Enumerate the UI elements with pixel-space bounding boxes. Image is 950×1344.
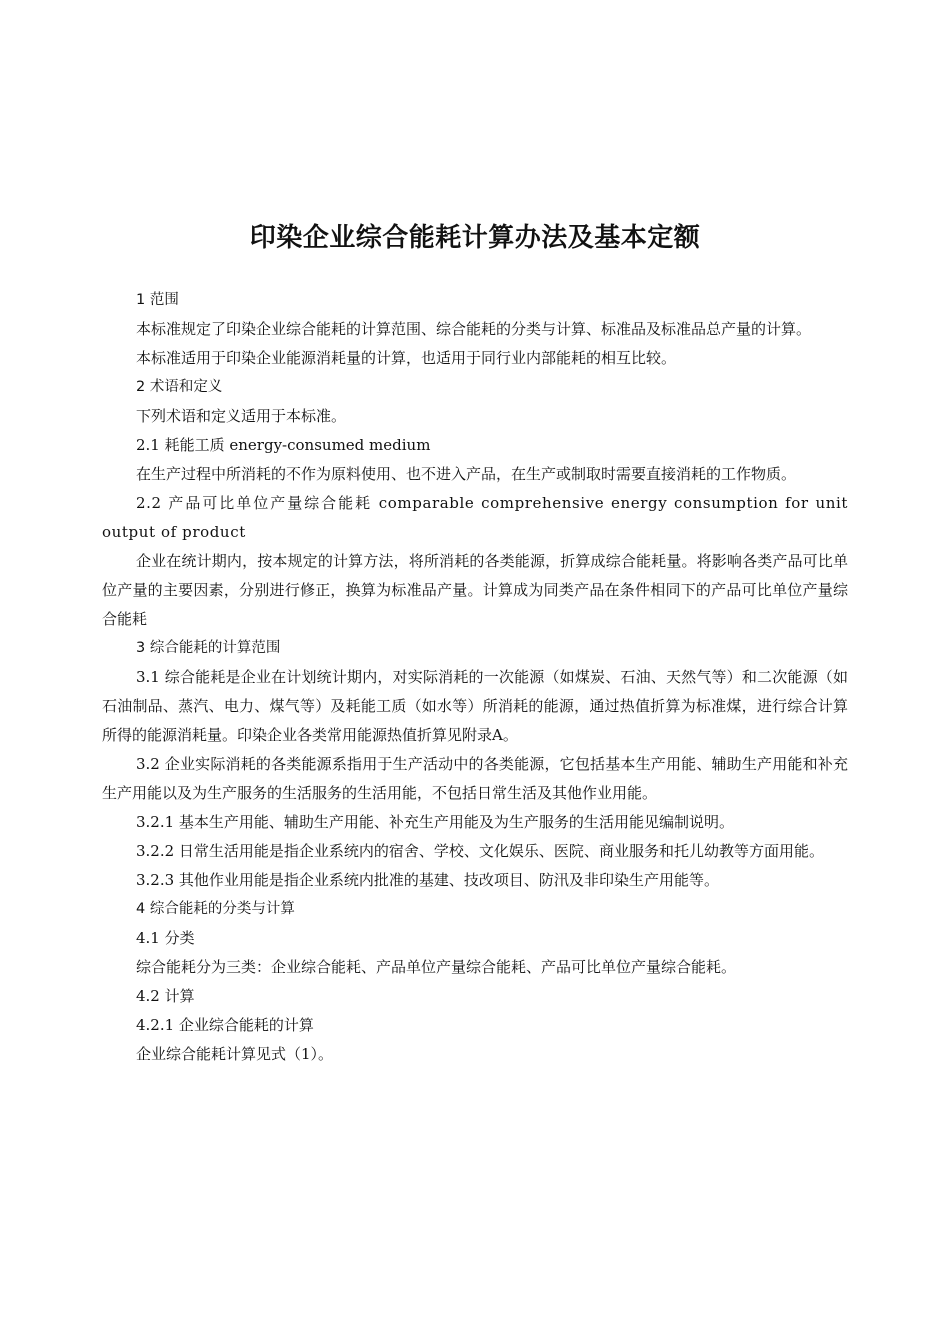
paragraph: 3.2.3 其他作业用能是指企业系统内批准的基建、技改项目、防汛及非印染生产用能等。 xyxy=(136,871,719,889)
section-heading-terms: 2 术语和定义 xyxy=(136,379,223,395)
section-heading-scope: 1 范围 xyxy=(136,292,179,308)
paragraph: 3.2 企业实际消耗的各类能源系指用于生产活动中的各类能源，它包括基本生产用能、辅助生产用能和补充生产用能以及为生产服务的生活服务的生活用能，不包括日常生活及其他作业用能。 xyxy=(102,755,848,802)
paragraph: 3.2.2 日常生活用能是指企业系统内的宿舍、学校、文化娱乐、医院、商业服务和托儿幼教等方面用能。 xyxy=(136,842,824,860)
subsection-heading: 4.1 分类 xyxy=(136,929,195,947)
section-heading-classification: 4 综合能耗的分类与计算 xyxy=(136,901,295,917)
paragraph: 企业在统计期内，按本规定的计算方法，将所消耗的各类能源，折算成综合能耗量。将影响各类产品可比单位产量的主要因素，分别进行修正，换算为标准品产量。计算成为同类产品在条件相同下的产品可比单位产量综合能耗 xyxy=(102,552,848,628)
term-heading: 2.2 产品可比单位产量综合能耗 comparable comprehensive energy consumption for unit output of product xyxy=(102,494,848,541)
document-body xyxy=(102,286,848,1069)
subsection-heading: 4.2.1 企业综合能耗的计算 xyxy=(136,1016,314,1034)
paragraph: 3.1 综合能耗是企业在计划统计期内，对实际消耗的一次能源（如煤炭、石油、天然气等）和二次能源（如石油制品、蒸汽、电力、煤气等）及耗能工质（如水等）所消耗的能源，通过热值折算为标准煤，进行综合计算所得的能源消耗量。印染企业各类常用能源热值折算见附录A。 xyxy=(102,668,848,744)
section-heading-calc-scope: 3 综合能耗的计算范围 xyxy=(136,640,281,656)
paragraph: 在生产过程中所消耗的不作为原料使用、也不进入产品，在生产或制取时需要直接消耗的工作物质。 xyxy=(136,465,797,483)
paragraph: 本标准规定了印染企业综合能耗的计算范围、综合能耗的分类与计算、标准品及标准品总产量的计算。 xyxy=(136,320,812,338)
document-title: 印染企业综合能耗计算办法及基本定额 xyxy=(249,223,701,253)
paragraph: 3.2.1 基本生产用能、辅助生产用能、补充生产用能及为生产服务的生活用能见编制说明。 xyxy=(136,813,734,831)
paragraph: 下列术语和定义适用于本标准。 xyxy=(136,407,347,425)
paragraph: 综合能耗分为三类：企业综合能耗、产品单位产量综合能耗、产品可比单位产量综合能耗。 xyxy=(136,958,737,976)
paragraph: 企业综合能耗计算见式（1）。 xyxy=(136,1045,334,1063)
paragraph: 本标准适用于印染企业能源消耗量的计算，也适用于同行业内部能耗的相互比较。 xyxy=(136,349,677,367)
term-heading: 2.1 耗能工质 energy-consumed medium xyxy=(136,436,431,454)
subsection-heading: 4.2 计算 xyxy=(136,987,195,1005)
